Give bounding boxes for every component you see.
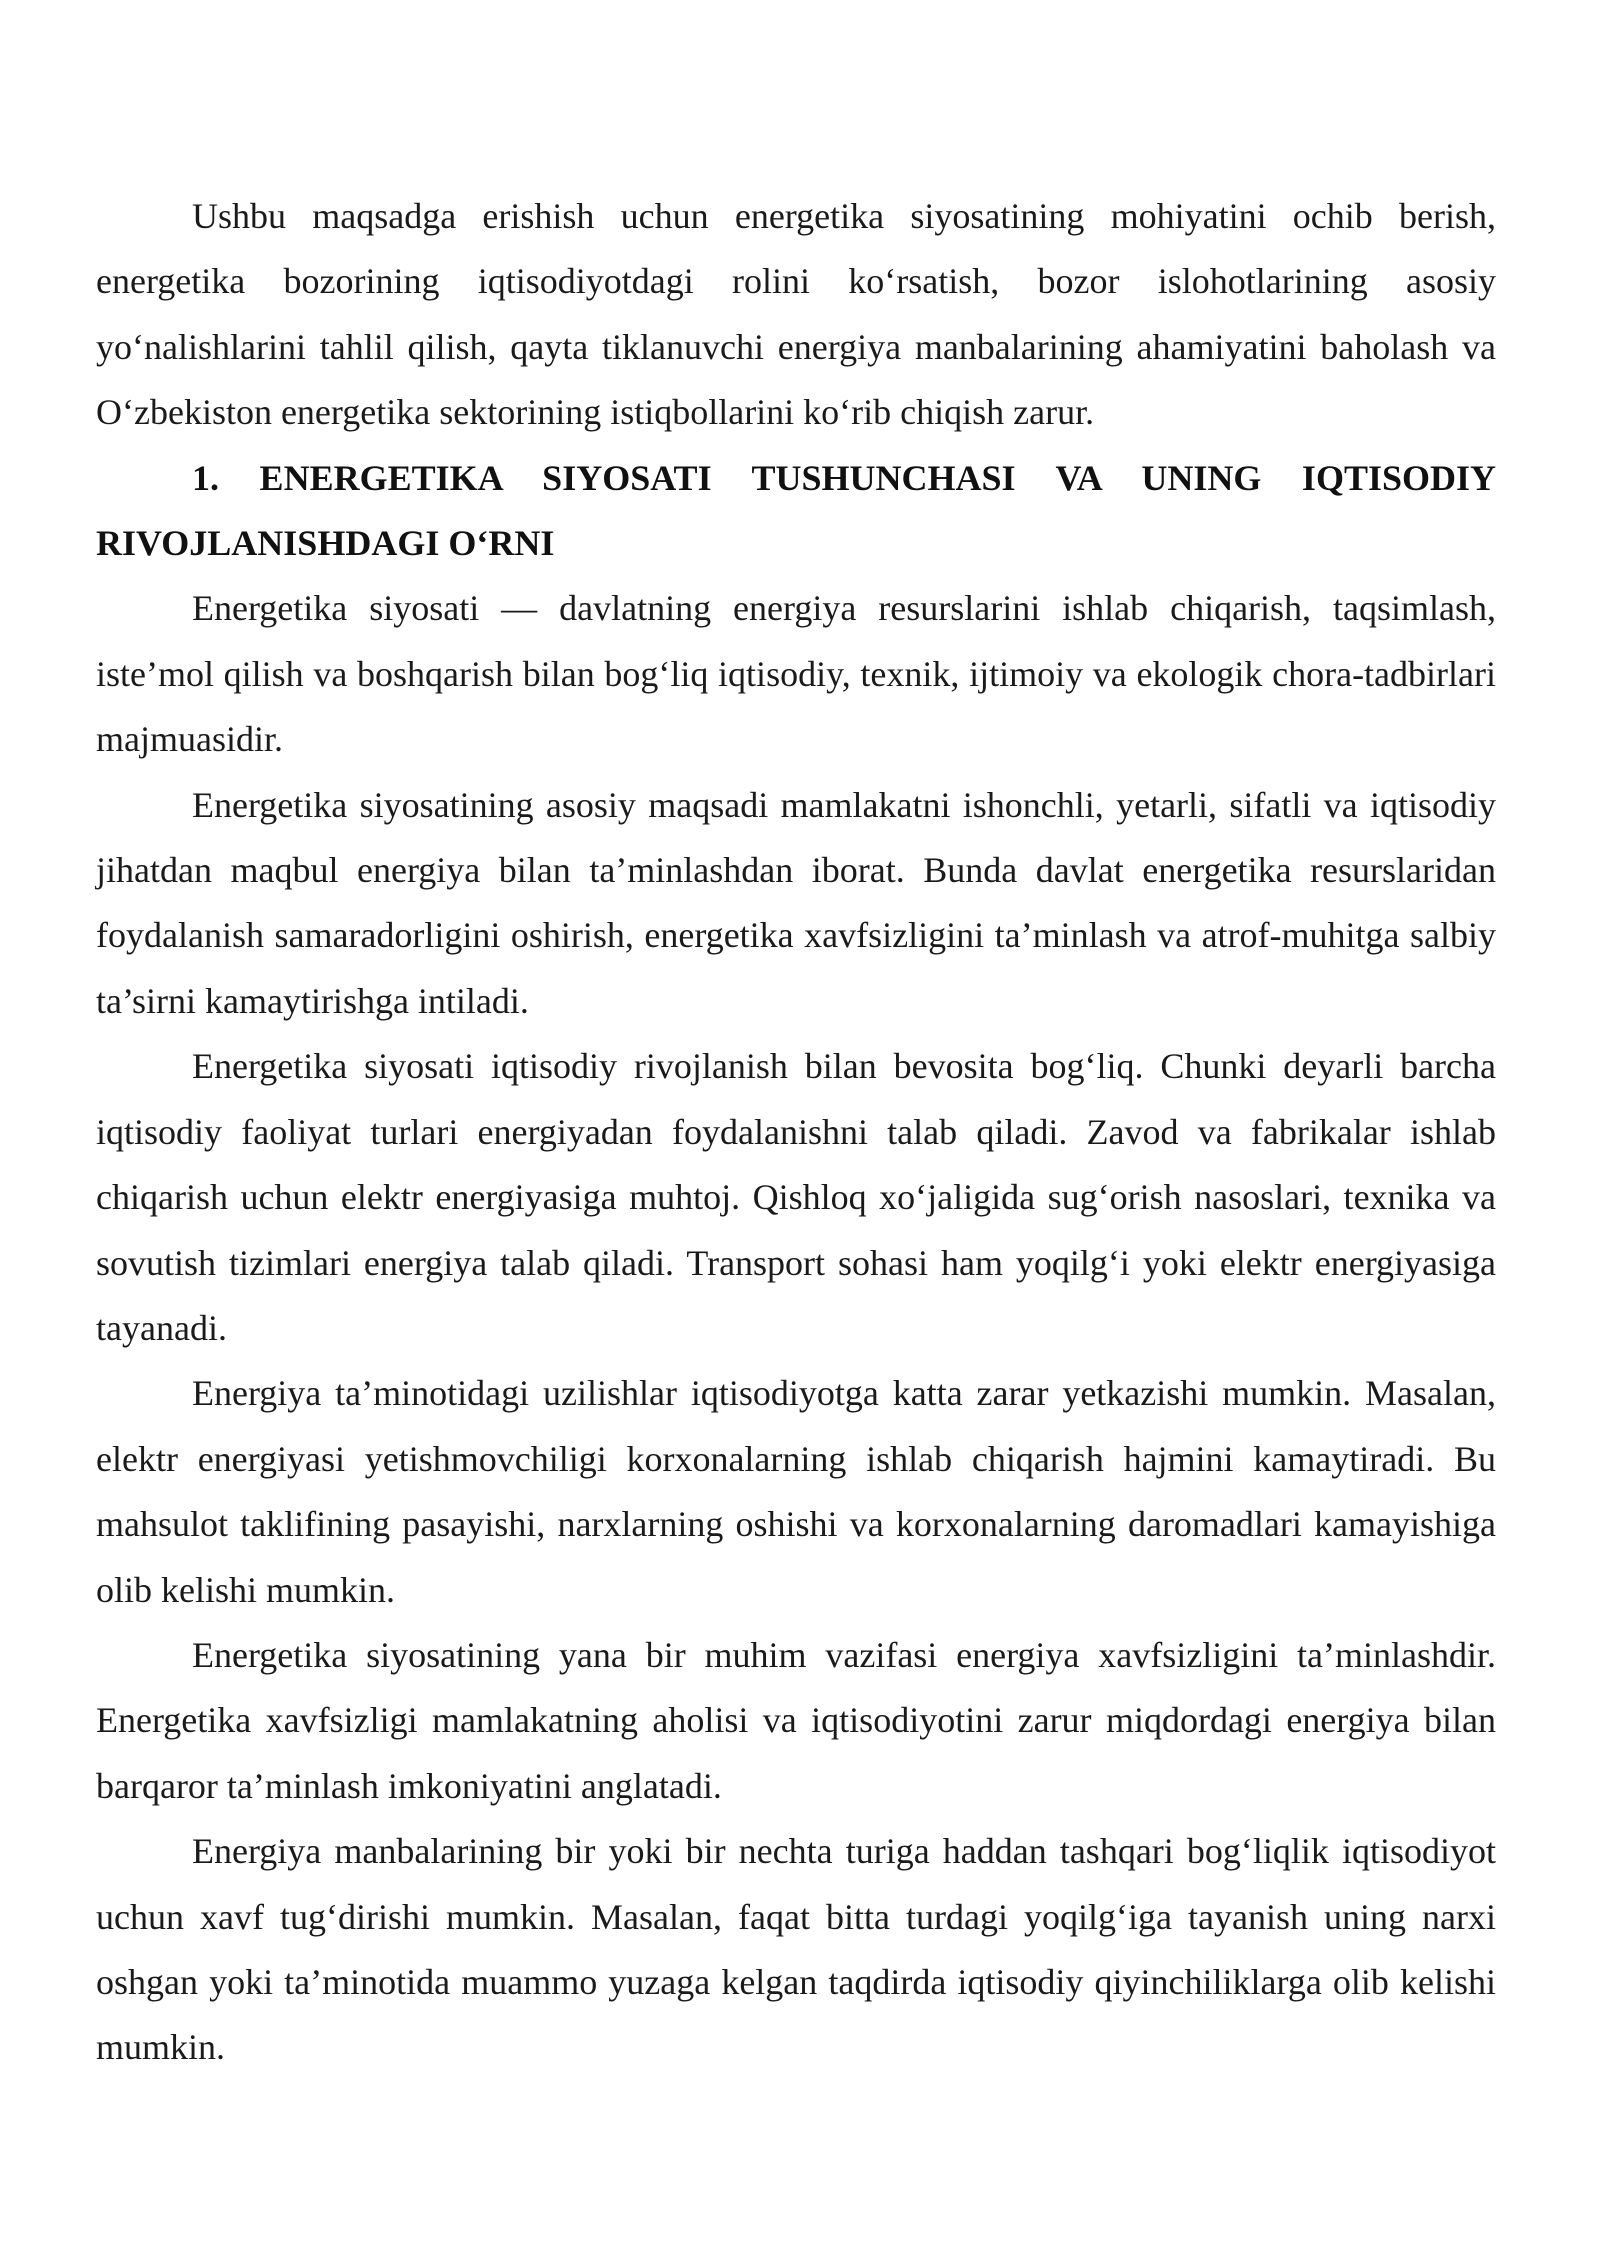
body-paragraph-3: Energetika siyosati iqtisodiy rivojlanish bilan bevosita bog‘liq. Chunki deyarli barcha iqtisodiy faoliyat turlari energiyadan foydalanishni talab qiladi. Zavod va fabrikalar ishlab chiqarish uchun elektr energiyasiga muhtoj. Qishloq xo‘jaligida sug‘orish nasoslari, texnika va sovutish tizimlari energiya talab qiladi. Transport sohasi ham yoqilg‘i yoki elektr energiyasiga tayanadi.: [96, 1046, 1496, 1348]
document-page: [96, 184, 1496, 2081]
intro-paragraph: Ushbu maqsadga erishish uchun energetika siyosatining mohiyatini ochib berish, energetika bozorining iqtisodiyotdagi rolini ko‘rsatish, bozor islohotlarining asosiy yo‘nalishlarini tahlil qilish, qayta tiklanuvchi energiya manbalarining ahamiyatini baholash va O‘zbekiston energetika sektorining istiqbollarini ko‘rib chiqish zarur.: [96, 196, 1496, 433]
body-paragraph-1: Energetika siyosati — davlatning energiya resurslarini ishlab chiqarish, taqsimlash, iste’mol qilish va boshqarish bilan bog‘liq iqtisodiy, texnik, ijtimoiy va ekologik chora-tadbirlari majmuasidir.: [96, 588, 1496, 760]
body-paragraph-5: Energetika siyosatining yana bir muhim vazifasi energiya xavfsizligini ta’minlashdir. Energetika xavfsizligi mamlakatning aholisi va iqtisodiyotini zarur miqdordagi energiya bilan barqaror ta’minlash imkoniyatini anglatadi.: [96, 1634, 1496, 1806]
body-paragraph-2: Energetika siyosatining asosiy maqsadi mamlakatni ishonchli, yetarli, sifatli va iqtisodiy jihatdan maqbul energiya bilan ta’minlashdan iborat. Bunda davlat energetika resurslaridan foydalanish samaradorligini oshirish, energetika xavfsizligini ta’minlash va atrof-muhitga salbiy ta’sirni kamaytirishga intiladi.: [96, 784, 1496, 1021]
body-paragraph-6: Energiya manbalarining bir yoki bir nechta turiga haddan tashqari bog‘liqlik iqtisodiyot uchun xavf tug‘dirishi mumkin. Masalan, faqat bitta turdagi yoqilg‘iga tayanish uning narxi oshgan yoki ta’minotida muammo yuzaga kelgan taqdirda iqtisodiy qiyinchiliklarga olib kelishi mumkin.: [96, 1831, 1496, 2068]
section-heading: 1. ENERGETIKA SIYOSATI TUSHUNCHASI VA UNING IQTISODIY RIVOJLANISHDAGI O‘RNI: [96, 457, 1496, 564]
body-paragraph-4: Energiya ta’minotidagi uzilishlar iqtisodiyotga katta zarar yetkazishi mumkin. Masalan, elektr energiyasi yetishmovchiligi korxonalarning ishlab chiqarish hajmini kamaytiradi. Bu mahsulot taklifining pasayishi, narxlarning oshishi va korxonalarning daromadlari kamayishiga olib kelishi mumkin.: [96, 1373, 1496, 1610]
